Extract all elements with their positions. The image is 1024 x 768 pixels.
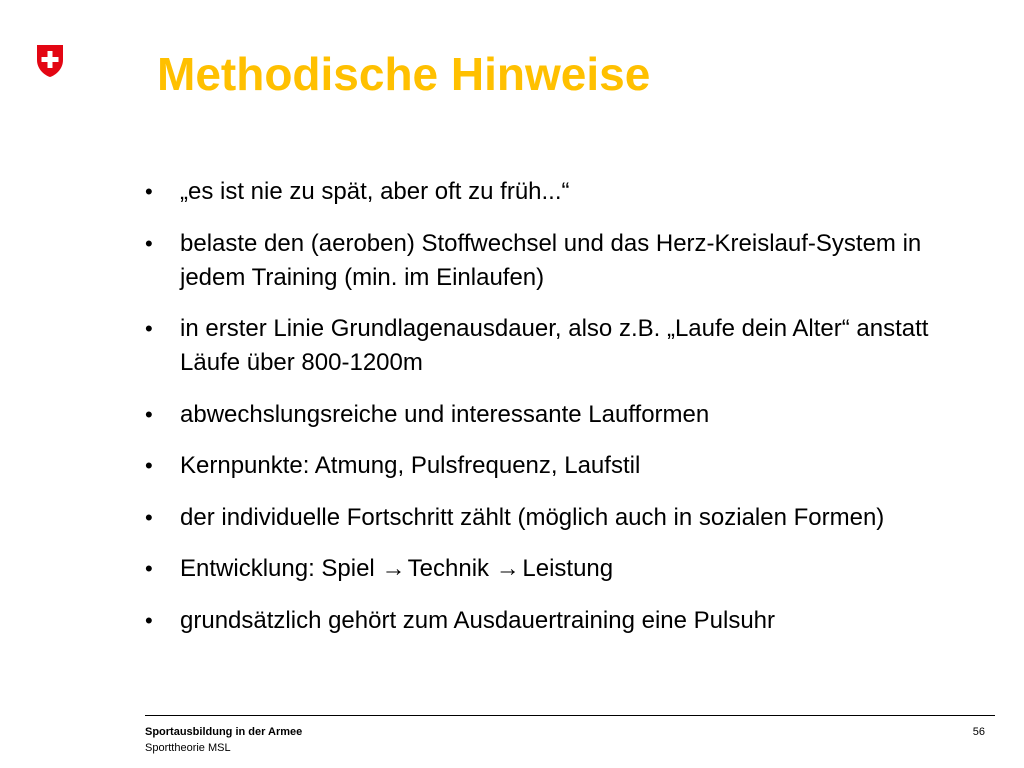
bullet-icon: • [145,453,153,478]
list-item [145,501,945,535]
bullet-text: der individuelle Fortschritt zählt (möglich auch in sozialen Formen) [180,503,885,531]
bullet-text: Technik [407,555,490,582]
bullet-icon: • [145,316,153,341]
bullet-icon: • [145,504,153,530]
swiss-shield-icon [36,44,64,78]
list-item [145,552,945,586]
footer-divider [145,715,995,716]
list-item [145,175,945,209]
list-item [145,449,945,483]
bullet-icon: • [145,179,153,204]
bullet-text: Entwicklung: Spiel [180,555,375,582]
bullet-text: abwechslungsreiche und interessante Laufformen [180,400,710,428]
footer-organization: Sportausbildung in der Armee [145,726,303,738]
bullet-icon: • [145,230,153,256]
arrow-right-icon: → [381,555,406,582]
bullet-icon: • [145,401,153,427]
bullet-text: Leistung [522,555,614,582]
footer-subtitle: Sporttheorie MSL [145,742,231,754]
bullet-icon: • [145,556,153,581]
bullet-text: grundsätzlich gehört zum Ausdauertraining eine Pulsuhr [180,606,776,634]
list-item [145,312,945,380]
list-item [145,398,945,432]
list-item [145,604,945,638]
bullet-text: „es ist nie zu spät, aber oft zu früh...“ [180,178,570,205]
bullet-text: belaste den (aeroben) Stoffwechsel und das Herz-Kreislauf-System in jedem Training (min. im Einlaufen) [180,229,922,291]
bullet-text: in erster Linie Grundlagenausdauer, also z.B. „Laufe dein Alter“ anstatt Läufe über 800-1200m [180,315,929,376]
page-title: Methodische Hinweise [157,48,651,100]
page-number: 56 [972,726,985,738]
arrow-right-icon: → [495,555,520,582]
list-item [145,227,945,295]
bullet-list [145,175,945,655]
bullet-text: Kernpunkte: Atmung, Pulsfrequenz, Laufstil [180,452,641,479]
bullet-icon: • [145,607,153,633]
